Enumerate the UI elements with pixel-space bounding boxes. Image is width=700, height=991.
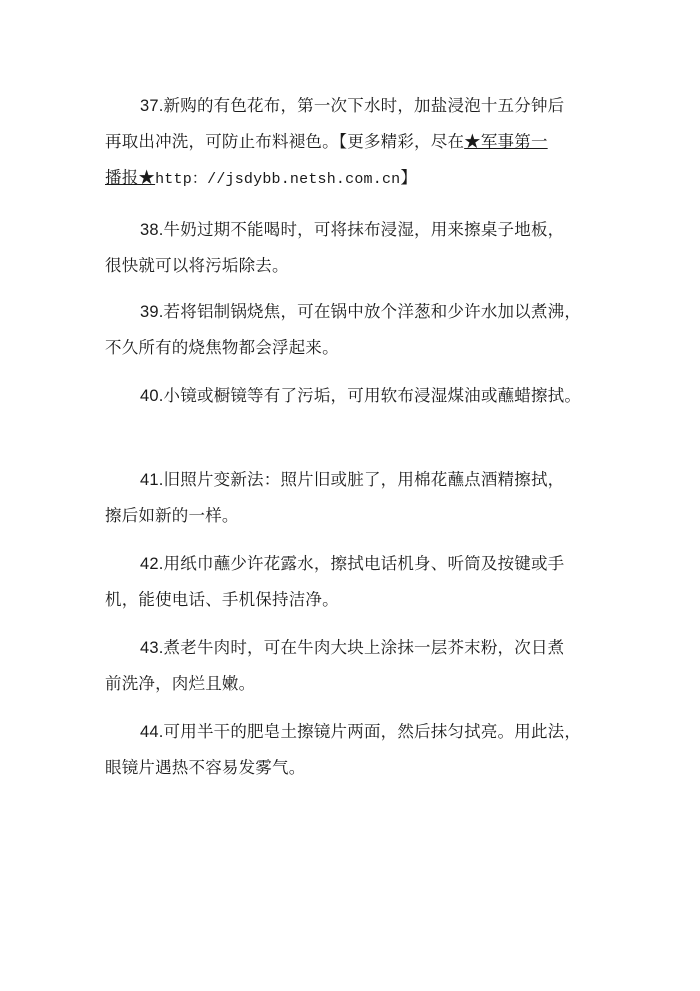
tip-text: 若将铝制锅烧焦，可在锅中放个洋葱和少许水加以煮沸，: [163, 302, 582, 321]
tip-text: 不久所有的烧焦物都会浮起来。: [105, 338, 339, 357]
promo-url[interactable]: http：//jsdybb.netsh.com.cn: [155, 171, 401, 188]
tip-text: 煮老牛肉时，可在牛肉大块上涂抹一层芥末粉，次日煮: [163, 638, 565, 657]
tip-38: [105, 212, 615, 284]
bracket-close: 】: [400, 168, 418, 187]
tip-43: [105, 630, 615, 702]
tip-number: 42.: [140, 555, 164, 573]
tip-number: 39.: [140, 303, 164, 321]
tip-number: 44.: [140, 723, 164, 741]
tip-number: 38.: [140, 221, 164, 239]
tip-text: 机，能使电话、手机保持洁净。: [105, 590, 339, 609]
tip-text: 牛奶过期不能喝时，可将抹布浸湿，用来擦桌子地板，: [163, 220, 565, 239]
tip-39: [105, 294, 615, 366]
tip-text: 新购的有色花布，第一次下水时，加盐浸泡十五分钟后: [163, 96, 565, 115]
tip-text: 前洗净，肉烂且嫩。: [105, 674, 256, 693]
tip-text: 可用半干的肥皂土擦镜片两面，然后抹匀拭亮。用此法，: [163, 722, 582, 741]
tip-text: 眼镜片遇热不容易发雾气。: [105, 758, 306, 777]
tip-text: 旧照片变新法：照片旧或脏了，用棉花蘸点酒精擦拭，: [163, 470, 565, 489]
tip-text: 很快就可以将污垢除去。: [105, 256, 289, 275]
tip-41: [105, 462, 615, 534]
tip-number: 43.: [140, 639, 164, 657]
promo-link[interactable]: ★军事第一: [464, 132, 548, 151]
tip-40: [105, 378, 615, 414]
tip-37: [105, 88, 615, 198]
tip-text: 擦后如新的一样。: [105, 506, 239, 525]
tip-text: 用纸巾蘸少许花露水，擦拭电话机身、听筒及按键或手: [163, 554, 565, 573]
tip-number: 37.: [140, 97, 164, 115]
tip-44: [105, 714, 615, 786]
tip-number: 40.: [140, 387, 164, 405]
tip-42: [105, 546, 615, 618]
tip-text: 小镜或橱镜等有了污垢，可用软布浸湿煤油或蘸蜡擦拭。: [163, 386, 582, 405]
tip-number: 41.: [140, 471, 164, 489]
promo-link[interactable]: 播报★: [105, 168, 156, 187]
tip-text: 再取出冲洗，可防止布料褪色。【更多精彩，尽在: [105, 132, 465, 151]
